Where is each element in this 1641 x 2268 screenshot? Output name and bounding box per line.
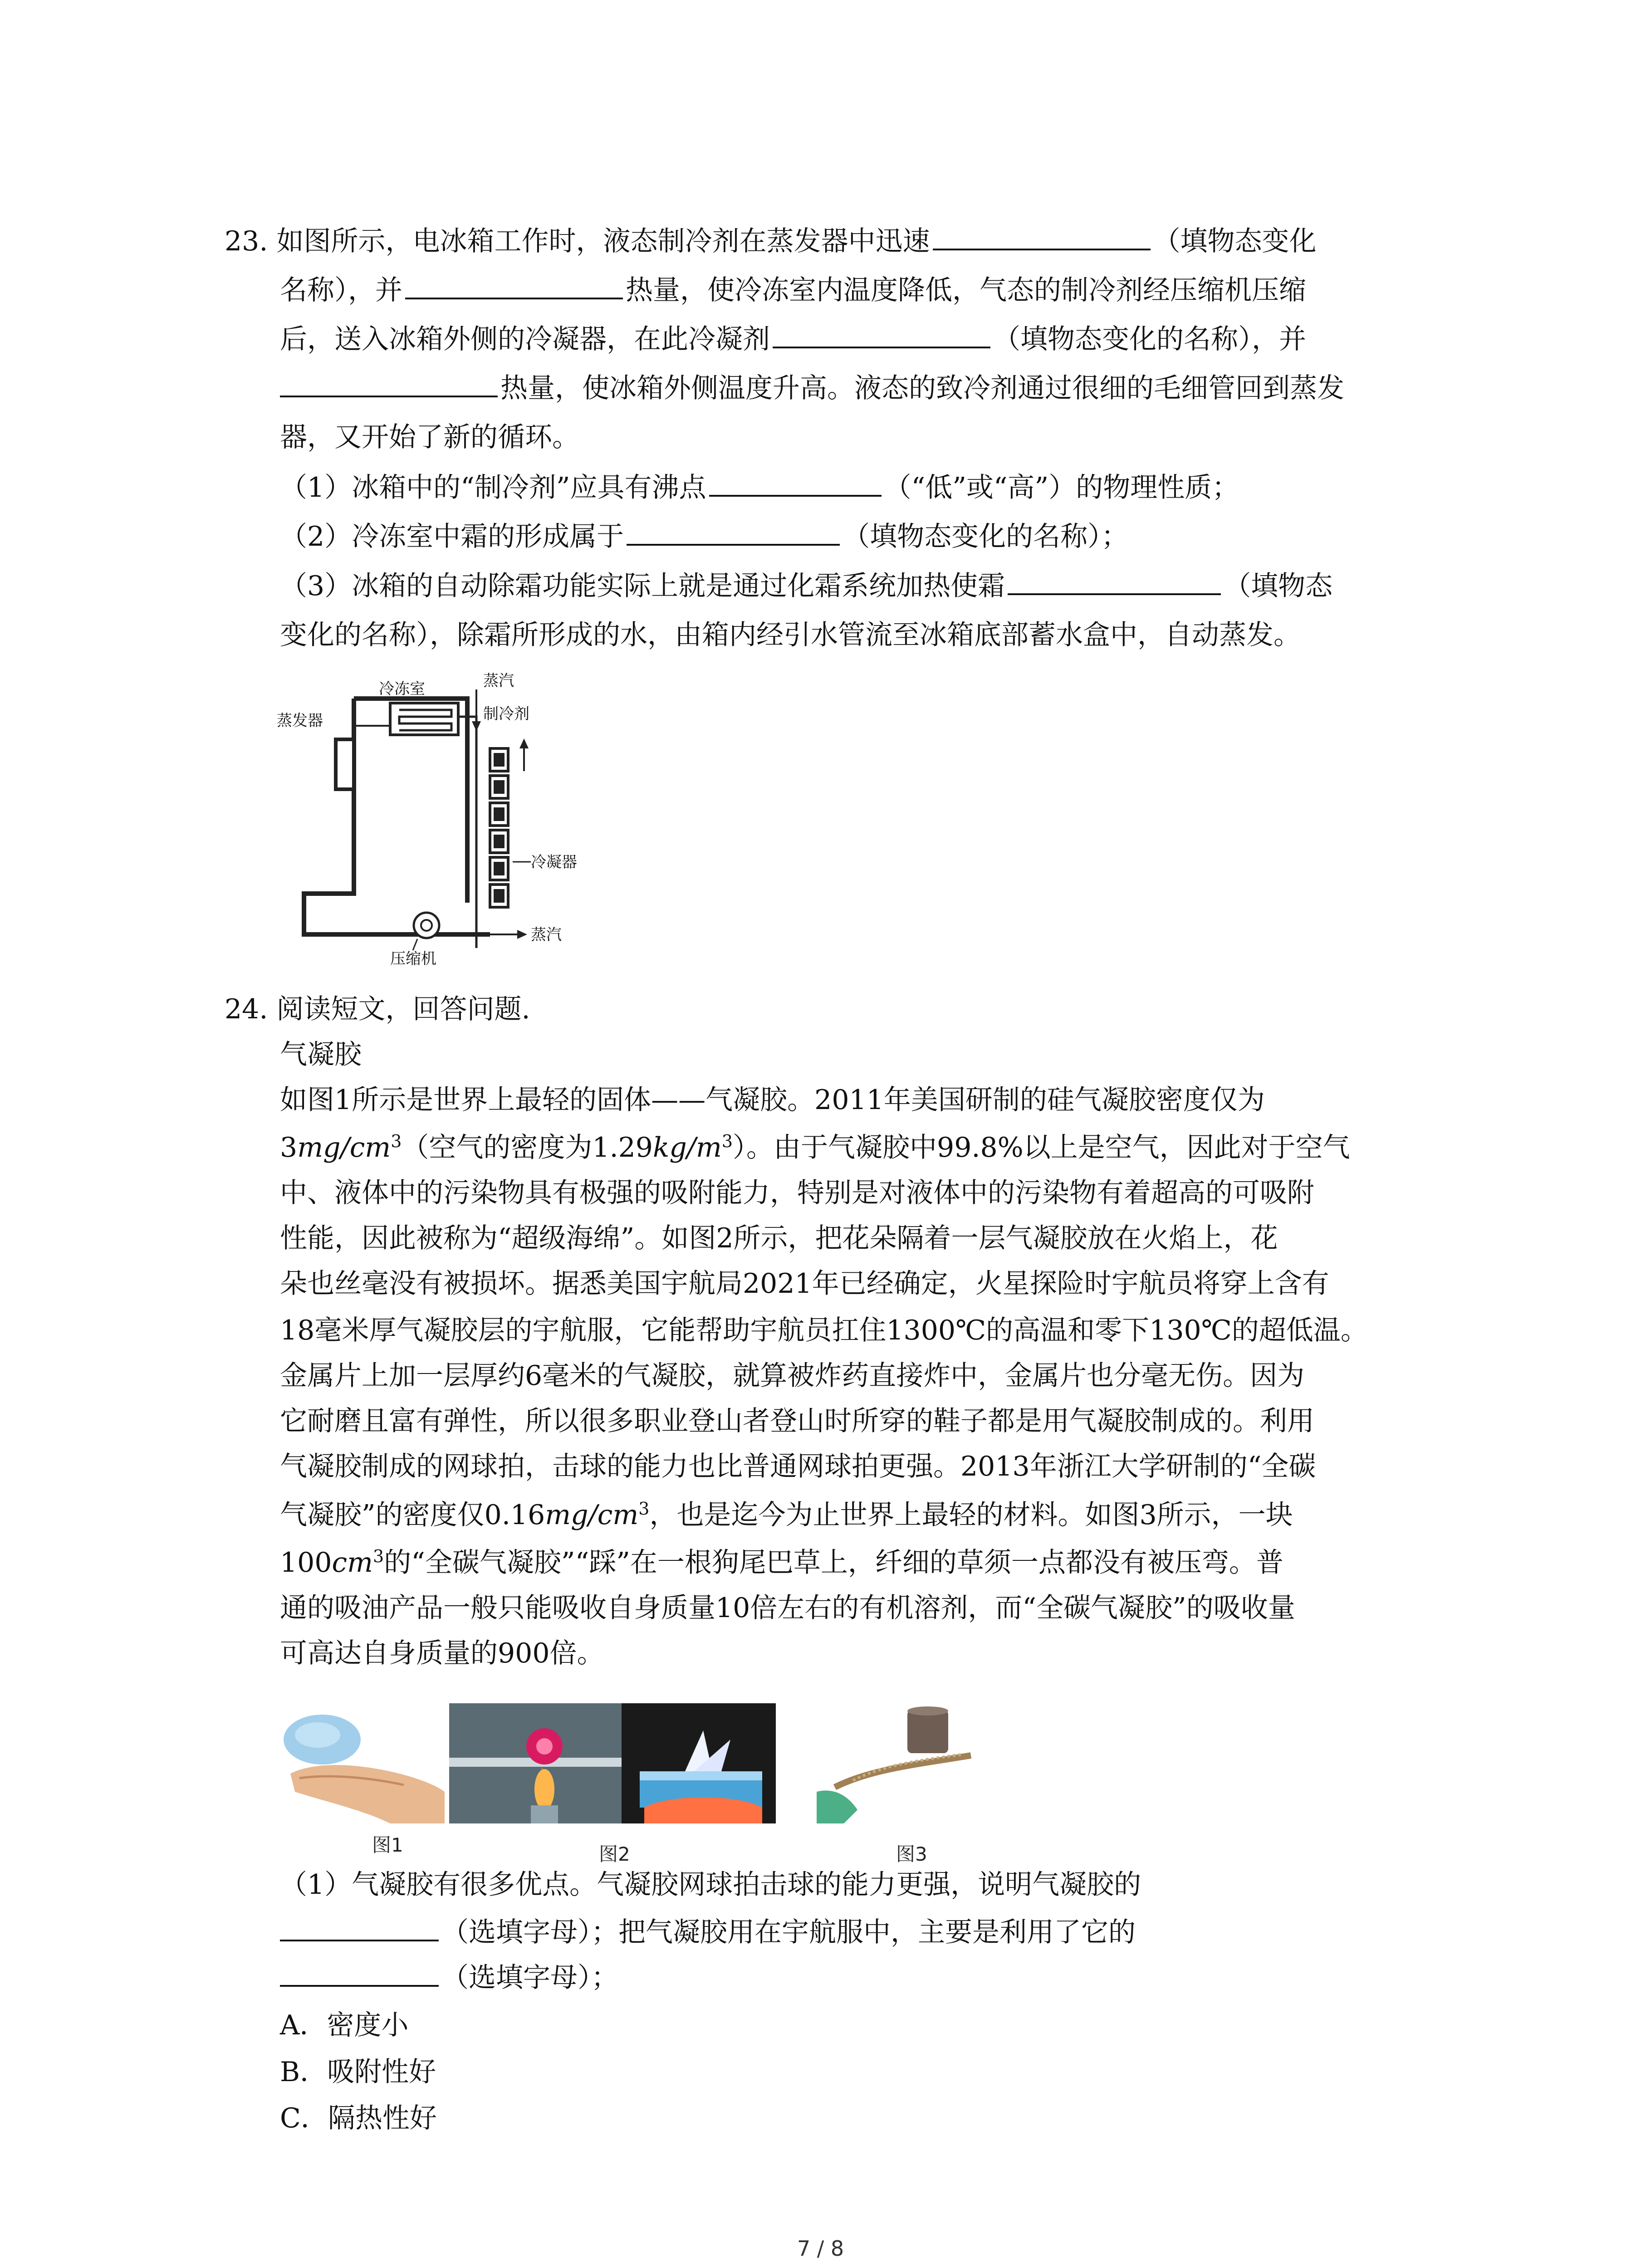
q24-para-2: $3mg/cm^3$（空气的密度为$1.29kg/m^3$）。由于气凝胶中99.8%以上是空气，因此对于空气 <box>280 1131 1350 1163</box>
answer-blank[interactable] <box>773 321 990 348</box>
q23-line-5: 器，又开始了新的循环。 <box>280 421 579 453</box>
answer-blank[interactable] <box>627 518 840 546</box>
answer-blank[interactable] <box>280 1914 439 1941</box>
q24-para-4: 性能，因此被称为“超级海绵”。如图2所示，把花朵隔着一层气凝胶放在火焰上，花 <box>280 1222 1278 1254</box>
q24-para-10: 气凝胶”的密度仅$0.16mg/cm^3$，也是迄今为止世界上最轻的材料。如图3所示，一块 <box>280 1499 1293 1531</box>
q23-sub-3: （3）冰箱的自动除霜功能实际上就是通过化霜系统加热使霜 （填物态 <box>280 568 1332 604</box>
q24-para-13: 可高达自身质量的900倍。 <box>280 1637 604 1669</box>
figure-2-flower-over-flame <box>449 1703 776 1823</box>
q24-para-12: 通的吸油产品一般只能吸收自身质量10倍左右的有机溶剂，而“全碳气凝胶”的吸收量 <box>280 1592 1295 1624</box>
answer-blank[interactable] <box>1008 568 1221 595</box>
q24-para-9: 气凝胶制成的网球拍，击球的能力也比普通网球拍更强。2013年浙江大学研制的“全碳 <box>280 1451 1316 1482</box>
q24-para-1: 如图1所示是世界上最轻的固体——气凝胶。2011年美国研制的硅气凝胶密度仅为 <box>280 1084 1265 1116</box>
q24-para-8: 它耐磨且富有弹性，所以很多职业登山者登山时所穿的鞋子都是用气凝胶制成的。利用 <box>280 1405 1314 1437</box>
up-arrow-head <box>519 738 529 748</box>
compressor <box>414 913 439 938</box>
option-a: A．密度小 <box>280 2009 409 2041</box>
q24-para-6: 18毫米厚气凝胶层的宇航服，它能帮助宇航员扛住1300℃的高温和零下130℃的超低温。 <box>280 1315 1368 1346</box>
q23-line-1: 23. 如图所示，电冰箱工作时，液态制冷剂在蒸发器中迅速 （填物态变化 <box>225 223 1317 259</box>
q24-number: 24. <box>225 993 268 1025</box>
q24-para-11: $100cm^3$的“全碳气凝胶”“踩”在一根狗尾巴草上，纤细的草须一点都没有被压弯。普 <box>280 1546 1283 1579</box>
answer-blank[interactable] <box>933 223 1151 250</box>
q24-para-5: 朵也丝毫没有被损坏。据悉美国宇航局2021年已经确定，火星探险时宇航员将穿上含有 <box>280 1268 1329 1300</box>
label-compressor: 压缩机 <box>390 950 436 966</box>
q24-para-7: 金属片上加一层厚约6毫米的气凝胶，就算被炸药直接炸中，金属片也分毫无伤。因为 <box>280 1360 1305 1392</box>
figure-2-caption: 图2 <box>599 1843 630 1865</box>
q24-title: 气凝胶 <box>280 1039 362 1070</box>
figure-1-caption: 图1 <box>372 1834 403 1856</box>
option-c: C．隔热性好 <box>280 2102 437 2134</box>
answer-blank[interactable] <box>709 469 882 497</box>
q23-sub-2: （2）冷冻室中霜的形成属于 （填物态变化的名称）； <box>280 518 1128 555</box>
figure-1-aerogel-in-hand <box>281 1706 445 1823</box>
evaporator-coil <box>399 710 451 730</box>
condenser-fins <box>490 748 508 907</box>
answer-blank[interactable] <box>280 1960 439 1987</box>
q24-sub-1-cont-2: （选填字母）； <box>280 1960 618 1996</box>
option-b: B．吸附性好 <box>280 2056 436 2088</box>
q23-line-2: 名称），并 热量，使冷冻室内温度降低，气态的制冷剂经压缩机压缩 <box>280 272 1306 308</box>
label-evaporator: 蒸发器 <box>277 712 323 730</box>
door-handle <box>336 739 354 789</box>
q23-sub-1: （1）冰箱中的“制冷剂”应具有沸点 （“低”或“高”）的物理性质； <box>280 469 1239 506</box>
figure-3-aerogel-on-grass <box>817 1701 980 1823</box>
label-vapor-top: 蒸汽 <box>483 672 514 690</box>
label-refrigerant: 制冷剂 <box>483 705 529 723</box>
q24-line-intro: 24. 阅读短文，回答问题. <box>225 993 530 1025</box>
label-vapor-bottom: 蒸汽 <box>531 926 562 944</box>
page-number: 7 / 8 <box>797 2236 844 2261</box>
figure-3-caption: 图3 <box>896 1843 927 1865</box>
label-condenser: 冷凝器 <box>531 853 577 871</box>
answer-blank[interactable] <box>405 272 623 299</box>
q23-line-4: 热量，使冰箱外侧温度升高。液态的致冷剂通过很细的毛细管回到蒸发 <box>280 370 1344 406</box>
q23-line-3: 后，送入冰箱外侧的冷凝器，在此冷凝剂 （填物态变化的名称），并 <box>280 321 1306 357</box>
q24-sub-1-cont: （选填字母）；把气凝胶用在宇航服中，主要是利用了它的 <box>280 1914 1136 1950</box>
q23-number: 23. <box>225 225 268 257</box>
answer-blank[interactable] <box>280 370 498 397</box>
q24-sub-1: （1）气凝胶有很多优点。气凝胶网球拍击球的能力更强，说明气凝胶的 <box>280 1869 1141 1901</box>
q23-sub-3-cont: 变化的名称），除霜所形成的水，由箱内经引水管流至冰箱底部蓄水盒中，自动蒸发。 <box>280 619 1301 651</box>
down-arrow-head <box>472 721 481 731</box>
refrigerator-diagram <box>277 658 622 966</box>
q24-para-3: 中、液体中的污染物具有极强的吸附能力，特别是对液体中的污染物有着超高的可吸附 <box>280 1177 1314 1209</box>
label-freezer: 冷冻室 <box>379 680 425 698</box>
